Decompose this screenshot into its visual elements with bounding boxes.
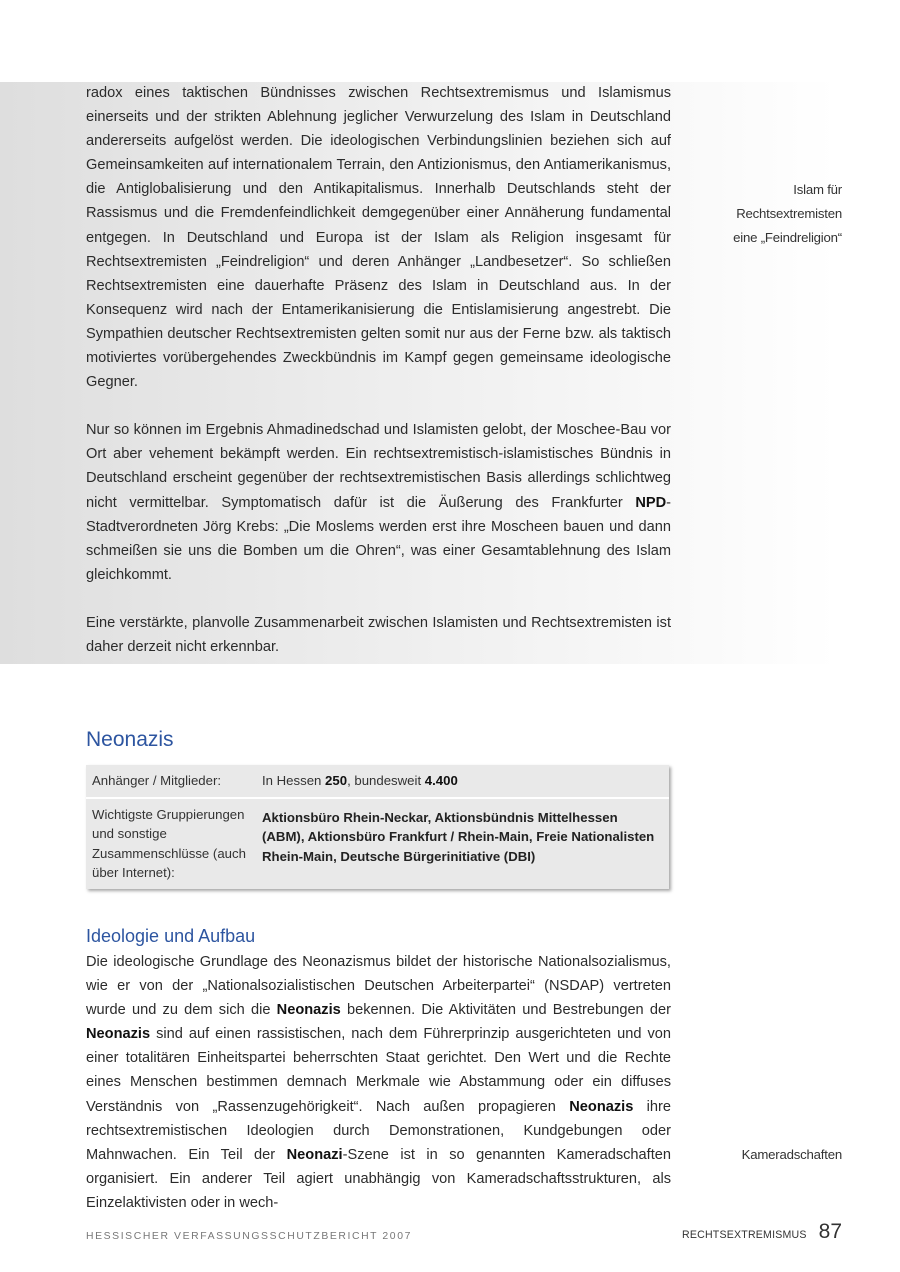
margin-note-feindreligion: Islam für Rechtsextremisten eine „Feindreligion“ <box>733 182 842 245</box>
bold-term: NPD <box>635 494 667 511</box>
info-value: Aktionsbüro Rhein-Neckar, Aktionsbündnis Mittelhessen (ABM), Aktionsbüro Frankfurt / Rhein-Main, Freie Nationalisten Rhein-Main, Deutsche Bürgerinitiative (DBI) <box>262 809 655 864</box>
paragraph: Nur so können im Ergebnis Ahmadinedschad und Islamisten gelobt, der Moschee-Bau vor Ort aber vehement bekämpft werden. Ein rechtsextremistisch-islamistisches Bündnis in Deutschland erscheint gegenüber der rechtsextremistischen Basis allerdings schlichtweg nicht vermittelbar. Symptomatisch dafür ist die Äußerung des Frankfurter NPD-Stadtverordneten Jörg Krebs: „Die Moslems werden erst ihre Moscheen bauen und dann schmeißen sie uns die Bomben um die Ohren“, was einer Gesamtablehnung des Islam gleichkommt. <box>86 422 671 583</box>
info-box <box>86 765 669 889</box>
body-column-1 <box>86 81 671 659</box>
info-value: In Hessen 250, bundesweit 4.400 <box>262 773 458 788</box>
paragraph: Die ideologische Grundlage des Neonazismus bildet der historische Nationalsozialismus, wie er von der „Nationalsozialistischen Deutschen Arbeiterpartei“ (NSDAP) vertreten wurde und zu dem sich die Neonazis bekennen. Die Aktivitäten und Bestrebungen der Neonazis sind auf einen rassistischen, nach dem Führerprinzip ausgerichteten und von einer totalitären Einheitspartei beherrschten Staat gerichtet. Den Wert und die Rechte eines Menschen bestimmen demnach Merkmale wie Abstammung oder ein diffuses Verständnis von „Rassenzugehörigkeit“. Nach außen propagieren Neonazis ihre rechtsextremistischen Ideologien durch Demonstrationen, Kundgebungen oder Mahnwachen. Ein Teil der Neonazi-Szene ist in so genannten Kameradschaften organisiert. Ein anderer Teil agiert unabhängig von Kameradschaftsstrukturen, als Einzelaktivisten oder in wech- <box>86 954 672 1211</box>
footer-publication: HESSISCHER VERFASSUNGSSCHUTZBERICHT 2007 <box>86 1231 412 1242</box>
paragraph: radox eines taktischen Bündnisses zwischen Rechtsextremismus und Islamismus einerseits und der strikten Ablehnung jeglicher Verwurzelung des Islam in Deutschland andererseits aufgelöst werden. Die ideologischen Verbindungslinien beziehen sich auf Gemeinsamkeiten auf internationalem Terrain, den Antizionismus, den Antiamerikanismus, die Antiglobalisierung und den Antikapitalismus. Innerhalb Deutschlands steht der Rassismus und die Fremdenfeindlichkeit demgegenüber einer Annäherung fundamental entgegen. In Deutschland und Europa ist der Islam als Religion insgesamt für Rechtsextremisten „Feindreligion“ und deren Anhänger „Landbesetzer“. So schließen Rechtsextremisten eine dauerhafte Präsenz des Islam in Deutschland aus. In der Konsequenz wird nach der Entamerikanisierung die Entislamisierung angestrebt. Die Sympathien deutscher Rechtsextremisten gelten somit nur aus der Ferne bzw. als taktisch motiviertes vorübergehendes Zweckbündnis im Kampf gegen gemeinsame ideologische Gegner. <box>86 85 671 391</box>
info-row-members <box>86 765 669 797</box>
page-number: 87 <box>818 1220 842 1243</box>
footer-right <box>682 1220 842 1244</box>
subsection-title: Ideologie und Aufbau <box>86 926 256 946</box>
info-label: Anhänger / Mitglieder: <box>92 773 222 788</box>
footer-section-label: RECHTSEXTREMISMUS <box>681 1229 807 1241</box>
info-label: Wichtigste Gruppierungen und sonstige Zusammenschlüsse (auch über Internet): <box>92 806 246 880</box>
margin-note-kameradschaften: Kameradschaften <box>741 1147 842 1162</box>
body-column-2 <box>86 950 671 1215</box>
section-title: Neonazis <box>86 728 174 751</box>
paragraph: Eine verstärkte, planvolle Zusammenarbeit zwischen Islamisten und Rechtsextremisten ist daher derzeit nicht erkennbar. <box>86 614 671 655</box>
info-row-groups <box>86 797 669 889</box>
